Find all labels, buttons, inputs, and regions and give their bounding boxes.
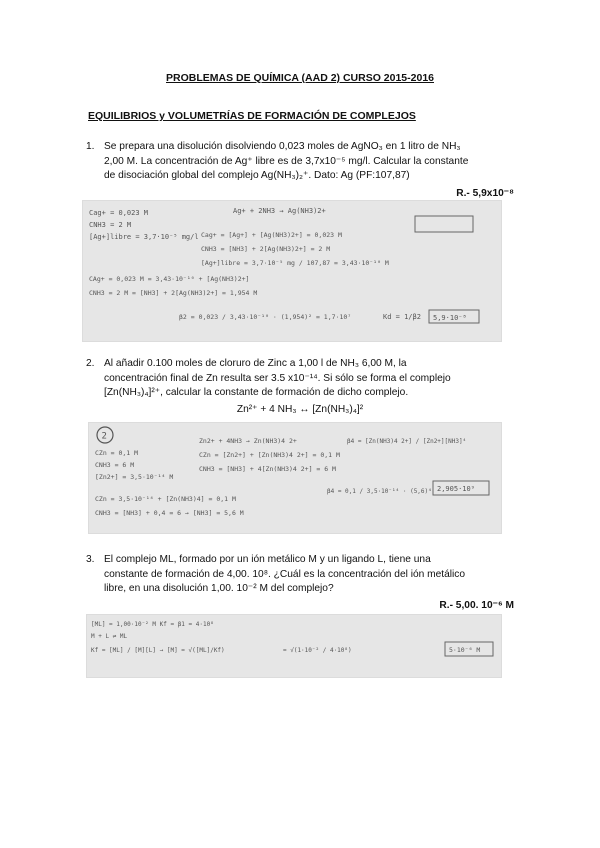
handwriting-line: = √(1·10⁻² / 4·10⁸) xyxy=(283,647,352,654)
problem-text-line: constante de formación de 4,00. 10⁸. ¿Cuál es la concentración del ión metálico xyxy=(104,568,466,580)
handwriting-line: CNH3 = 2 M = [NH3] + 2[Ag(NH3)2+] = 1,954 M xyxy=(89,289,258,297)
handwriting-result: 2,905·10⁹ xyxy=(437,485,475,493)
problem-text-line: Al añadir 0.100 moles de cloruro de Zinc a 1,00 l de NH₃ 6,00 M, la xyxy=(104,358,407,369)
handwriting-line: β4 = [Zn(NH3)4 2+] / [Zn2+][NH3]⁴ xyxy=(347,438,467,445)
handwriting-line: Kf = [ML] / [M][L] → [M] = √([ML]/Kf) xyxy=(91,647,225,654)
handwritten-solution-3 xyxy=(86,614,502,678)
handwriting-line: β4 = 0,1 / 3,5·10⁻¹⁴ · (5,6)⁴ xyxy=(327,488,432,495)
problem-number: 2. xyxy=(86,358,95,369)
page-title: PROBLEMAS DE QUÍMICA (AAD 2) CURSO 2015-2016 xyxy=(166,72,434,84)
handwriting-line: Kd = 1/β2 xyxy=(383,313,421,321)
handwriting-line: [Ag+]libre = 3,7·10⁻⁵ mg/l xyxy=(89,233,199,241)
handwriting-line: [Zn2+] = 3,5·10⁻¹⁴ M xyxy=(95,473,174,481)
handwriting-line: CZn = 3,5·10⁻¹⁴ + [Zn(NH3)4] = 0,1 M xyxy=(95,495,236,503)
handwriting-line: Ag+ + 2NH3 → Ag(NH3)2+ xyxy=(233,207,326,215)
problem-text-line: concentración final de Zn resulta ser 3.5 x10⁻¹⁴. Si sólo se forma el complejo xyxy=(104,372,451,384)
handwriting-line: [ML] = 1,00·10⁻² M Kf = β1 = 4·10⁸ xyxy=(91,621,214,628)
handwriting-line: [Ag+]libre = 3,7·10⁻⁵ mg / 107,87 = 3,43·10⁻¹⁰ M xyxy=(201,259,389,267)
handwriting-line: M + L ⇌ ML xyxy=(91,633,128,640)
section-heading: EQUILIBRIOS y VOLUMETRÍAS DE FORMACIÓN DE COMPLEJOS xyxy=(88,110,416,122)
problem-text-line: 2,00 M. La concentración de Ag⁺ libre es de 3,7x10⁻⁵ mg/l. Calcular la constante xyxy=(104,155,469,167)
handwritten-solution-2 xyxy=(88,422,502,534)
reaction-equation: Zn²⁺ + 4 NH₃ ↔ [Zn(NH₃)₄]² xyxy=(236,404,364,415)
handwriting-scan xyxy=(89,423,501,533)
problem-text-line: El complejo ML, formado por un ión metálico M y un ligando L, tiene una xyxy=(104,554,431,565)
answer-1: R.- 5,9x10⁻⁸ xyxy=(456,188,514,199)
answer-3: R.- 5,00. 10⁻⁶ M xyxy=(439,600,514,611)
handwriting-line: CNH3 = [NH3] + 0,4 = 6 → [NH3] = 5,6 M xyxy=(95,509,244,517)
problem-text-line: libre, en una disolución 1,00. 10⁻² M del complejo? xyxy=(104,583,334,595)
problem-text-line: de disociación global del complejo Ag(NH₃)₂⁺. Dato: Ag (PF:107,87) xyxy=(104,170,410,182)
circled-number-text: 2 xyxy=(101,431,107,442)
handwriting-result: 5,9·10⁻⁸ xyxy=(433,314,467,322)
handwriting-line: Cag+ = 0,023 M xyxy=(89,209,149,217)
handwriting-line: Zn2+ + 4NH3 → Zn(NH3)4 2+ xyxy=(199,437,297,445)
problem-3 xyxy=(86,553,516,597)
handwriting-line: CNH3 = [NH3] + 2[Ag(NH3)2+] = 2 M xyxy=(201,245,331,253)
handwriting-line: CNH3 = 6 M xyxy=(95,461,135,469)
handwriting-line: CZn = [Zn2+] + [Zn(NH3)4 2+] = 0,1 M xyxy=(199,451,340,459)
problem-number: 1. xyxy=(86,141,95,152)
handwriting-result: 5·10⁻⁶ M xyxy=(449,646,481,654)
problem-1 xyxy=(86,140,516,184)
handwriting-scan xyxy=(87,615,501,677)
problem-2 xyxy=(86,357,516,401)
handwriting-line: CZn = 0,1 M xyxy=(95,449,139,457)
handwriting-scan xyxy=(83,201,501,341)
problem-text-line: Se prepara una disolución disolviendo 0,023 moles de AgNO₃ en 1 litro de NH₃ xyxy=(104,141,461,152)
handwriting-line: CNH3 = [NH3] + 4[Zn(NH3)4 2+] = 6 M xyxy=(199,465,336,473)
handwriting-line: CAg+ = 0,023 M = 3,43·10⁻¹⁰ + [Ag(NH3)2+] xyxy=(89,275,250,283)
handwriting-line: β2 = 0,023 / 3,43·10⁻¹⁰ · (1,954)² = 1,7·10⁷ xyxy=(179,313,352,321)
problem-text-line: [Zn(NH₃)₄]²⁺, calcular la constante de formación de dicho complejo. xyxy=(104,387,409,399)
handwriting-line: CNH3 = 2 M xyxy=(89,221,132,229)
boxed-result xyxy=(415,216,473,232)
problem-number: 3. xyxy=(86,554,95,565)
handwriting-line: Cag+ = [Ag+] + [Ag(NH3)2+] = 0,023 M xyxy=(201,231,342,239)
handwritten-solution-1 xyxy=(82,200,502,342)
